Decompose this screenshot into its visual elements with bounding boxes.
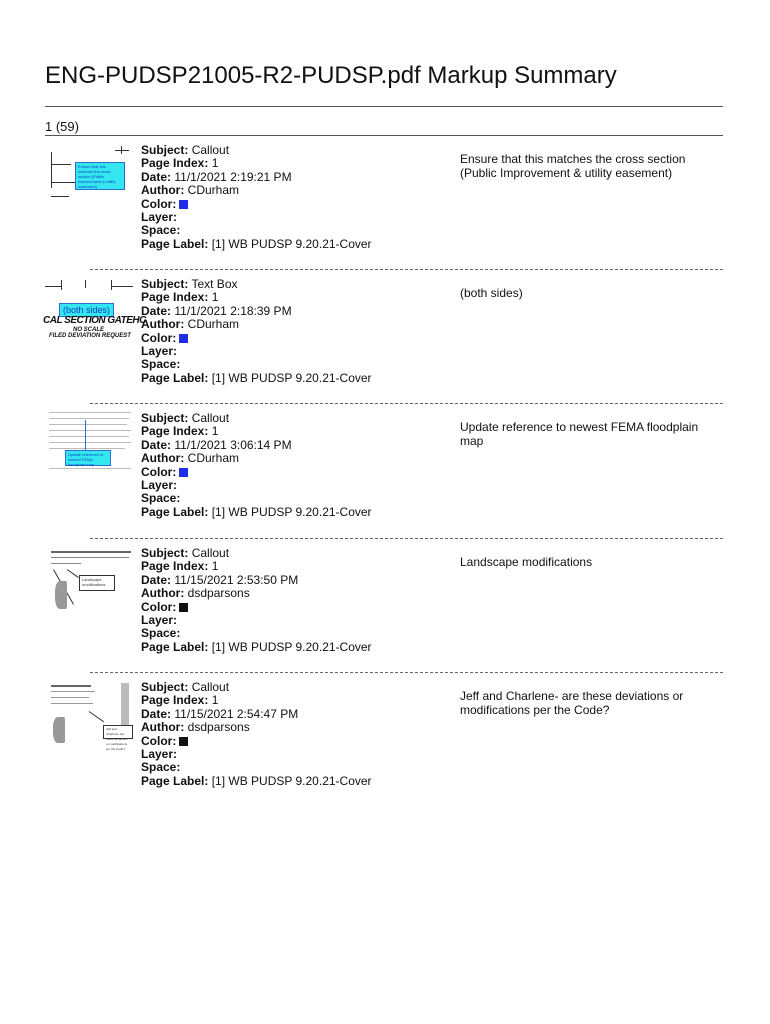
page-group-divider (45, 135, 723, 136)
markup-thumbnail-1 (45, 138, 133, 220)
subject-value: Callout (191, 411, 230, 425)
page-label-value: [1] WB PUDSP 9.20.21-Cover (211, 504, 372, 519)
markup-meta-5 (141, 681, 372, 788)
meta-row (141, 560, 372, 573)
markup-thumbnail-2: (both sides) CAL SECTION GATEHC NO SCALE FILED DEVIATION REQUEST (45, 272, 133, 354)
field-label: Author: (141, 317, 185, 332)
color-swatch (179, 468, 188, 477)
meta-row (141, 425, 372, 438)
color-swatch (179, 603, 188, 612)
meta-row (141, 224, 372, 237)
field-label: Author: (141, 451, 185, 466)
author-value: dsdparsons (187, 720, 250, 735)
field-label: Color: (141, 599, 177, 614)
meta-row (141, 506, 372, 519)
markup-thumbnail-3 (45, 406, 133, 488)
meta-row (141, 278, 372, 291)
field-label: Page Index: (141, 424, 209, 439)
subject-value: Callout (191, 143, 230, 157)
field-label: Color: (141, 733, 177, 748)
meta-row (141, 372, 372, 385)
date-value: 11/15/2021 2:54:47 PM (174, 706, 299, 721)
thumbnail-callout-note: Ensure that this matches the cross section (Public Improvement & utility easement) (75, 162, 125, 190)
field-label: Space: (141, 491, 181, 506)
meta-row (141, 641, 372, 654)
page-index-value: 1 (211, 559, 219, 574)
field-label: Subject: (141, 546, 189, 560)
meta-row (141, 466, 372, 479)
field-label: Subject: (141, 143, 189, 157)
color-swatch (179, 200, 188, 209)
field-label: Layer: (141, 477, 178, 492)
entry-divider (90, 672, 723, 673)
field-label: Date: (141, 303, 172, 318)
field-label: Subject: (141, 411, 189, 425)
meta-row (141, 614, 372, 627)
markup-comment-3: Update reference to newest FEMA floodplain map (460, 420, 699, 448)
meta-row (141, 627, 372, 640)
author-value: dsdparsons (187, 586, 250, 601)
entry-divider (90, 269, 723, 270)
date-value: 11/1/2021 2:18:39 PM (174, 303, 292, 318)
meta-row (141, 171, 372, 184)
meta-row (141, 708, 372, 721)
author-value: CDurham (187, 183, 240, 198)
field-label: Page Label: (141, 773, 209, 788)
meta-row (141, 412, 372, 425)
field-label: Author: (141, 586, 185, 601)
meta-row (141, 735, 372, 748)
meta-row (141, 358, 372, 371)
meta-row (141, 492, 372, 505)
meta-row (141, 291, 372, 304)
field-label: Page Label: (141, 639, 209, 654)
field-label: Space: (141, 223, 181, 238)
field-label: Space: (141, 626, 181, 641)
meta-row (141, 748, 372, 761)
markup-meta-1 (141, 144, 372, 251)
meta-row (141, 479, 372, 492)
author-value: CDurham (187, 451, 240, 466)
field-label: Layer: (141, 343, 178, 358)
markup-comment-4: Landscape modifications (460, 555, 593, 569)
meta-row (141, 184, 372, 197)
markup-comment-5: Jeff and Charlene- are these deviations or modifications per the Code? (460, 689, 684, 717)
markup-entry-2 (45, 272, 723, 406)
meta-row (141, 238, 372, 251)
field-label: Space: (141, 357, 181, 372)
field-label: Subject: (141, 680, 189, 694)
markup-entry-4 (45, 541, 723, 675)
meta-row (141, 345, 372, 358)
color-swatch (179, 737, 188, 746)
entry-divider (90, 403, 723, 404)
meta-row (141, 439, 372, 452)
field-label: Color: (141, 464, 177, 479)
meta-row (141, 198, 372, 211)
markup-entry-3 (45, 406, 723, 540)
page-group-label: 1 (59) (45, 119, 79, 134)
field-label: Date: (141, 169, 172, 184)
date-value: 11/15/2021 2:53:50 PM (174, 572, 299, 587)
field-label: Date: (141, 572, 172, 587)
thumbnail-callout-note: Landscape modifications (79, 575, 115, 591)
meta-row (141, 681, 372, 694)
page-label-value: [1] WB PUDSP 9.20.21-Cover (211, 370, 372, 385)
field-label: Subject: (141, 277, 189, 291)
markup-thumbnail-4 (45, 541, 133, 623)
field-label: Page Index: (141, 156, 209, 171)
field-label: Author: (141, 720, 185, 735)
entry-divider (90, 538, 723, 539)
color-swatch (179, 334, 188, 343)
field-label: Layer: (141, 746, 178, 761)
markup-thumbnail-5 (45, 675, 133, 757)
date-value: 11/1/2021 3:06:14 PM (174, 437, 292, 452)
field-label: Space: (141, 760, 181, 775)
document-title: ENG-PUDSP21005-R2-PUDSP.pdf Markup Summary (45, 62, 617, 89)
thumbnail-callout-note: Jeff and Charlene- are these deviations or modifications per the Code? (103, 725, 133, 739)
meta-row (141, 574, 372, 587)
field-label: Author: (141, 183, 185, 198)
meta-row (141, 587, 372, 600)
title-divider (45, 106, 723, 107)
field-label: Page Index: (141, 290, 209, 305)
field-label: Page Index: (141, 693, 209, 708)
markup-entry-1 (45, 138, 723, 272)
field-label: Page Label: (141, 370, 209, 385)
meta-row (141, 452, 372, 465)
thumbnail-textbox-note: (both sides) (59, 303, 114, 317)
page-index-value: 1 (211, 424, 219, 439)
meta-row (141, 318, 372, 331)
meta-row (141, 775, 372, 788)
markup-meta-4 (141, 547, 372, 654)
field-label: Date: (141, 437, 172, 452)
field-label: Page Index: (141, 559, 209, 574)
meta-row (141, 144, 372, 157)
meta-row (141, 761, 372, 774)
page-label-value: [1] WB PUDSP 9.20.21-Cover (211, 236, 372, 251)
page-index-value: 1 (211, 693, 219, 708)
meta-row (141, 694, 372, 707)
page-index-value: 1 (211, 156, 219, 171)
thumbnail-callout-note: Update reference to newest FEMA floodplain map (65, 450, 111, 466)
subject-value: Text Box (191, 277, 238, 291)
markup-entry-5 (45, 675, 723, 809)
field-label: Layer: (141, 612, 178, 627)
field-label: Layer: (141, 209, 178, 224)
markup-meta-2 (141, 278, 372, 385)
subject-value: Callout (191, 546, 230, 560)
subject-value: Callout (191, 680, 230, 694)
meta-row (141, 547, 372, 560)
markup-meta-3 (141, 412, 372, 519)
meta-row (141, 211, 372, 224)
meta-row (141, 721, 372, 734)
field-label: Date: (141, 706, 172, 721)
author-value: CDurham (187, 317, 240, 332)
meta-row (141, 601, 372, 614)
markup-comment-2: (both sides) (460, 286, 523, 300)
page-index-value: 1 (211, 290, 219, 305)
date-value: 11/1/2021 2:19:21 PM (174, 169, 292, 184)
page-label-value: [1] WB PUDSP 9.20.21-Cover (211, 773, 372, 788)
field-label: Page Label: (141, 236, 209, 251)
page-label-value: [1] WB PUDSP 9.20.21-Cover (211, 639, 372, 654)
field-label: Color: (141, 330, 177, 345)
meta-row (141, 157, 372, 170)
meta-row (141, 332, 372, 345)
markup-comment-1: Ensure that this matches the cross section (Public Improvement & utility easement) (460, 152, 686, 180)
meta-row (141, 305, 372, 318)
field-label: Page Label: (141, 504, 209, 519)
field-label: Color: (141, 196, 177, 211)
